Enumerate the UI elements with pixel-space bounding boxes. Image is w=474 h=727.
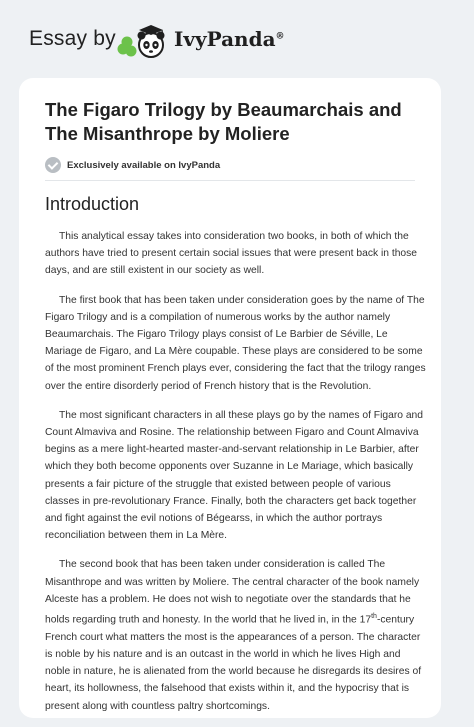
exclusive-badge xyxy=(45,157,220,173)
exclusive-label: Exclusively available on IvyPanda xyxy=(67,159,221,171)
check-circle-icon xyxy=(45,157,61,173)
paragraph: The most significant characters in all these plays go by the names of Figaro and Count Almaviva and Rosine. The relationship between Figaro and Count Almaviva begins as a mere light-hearted master-and-servant relationship in Le Barbier, after which they both become opponents over Suzanne in Le Mariage, which basically presents a fair picture of the struggle that existed between people of various classes in pre-revolutionary France. Finally, both the characters get back together and fight against the evil notions of Bégearss, in which the author portrays reconciliation between them in La Mère. xyxy=(45,409,424,542)
essay-by-label: Essay by xyxy=(29,27,116,50)
essay-card xyxy=(19,78,441,718)
ivypanda-logo-icon[interactable] xyxy=(117,24,171,62)
paragraph: The first book that has been taken under consideration goes by the name of The Figaro Trilogy and is a compilation of numerous works by the author namely Beaumarchais. The Figaro Trilogy plays consist of Le Barbier de Séville, Le Mariage de Figaro, and La Mère coupable. These plays are considered to be some of the most prominent French plays ever, considering the fact that the trilogy ranges over the entire disorderly period of French history that is the Revolution. xyxy=(45,294,426,392)
essay-title: The Figaro Trilogy by Beaumarchais and The Misanthrope by Moliere xyxy=(45,99,402,144)
paragraph: This analytical essay takes into consideration two books, in both of which the authors have tried to present certain social issues that were present back in those days, and are still existent in our society as well. xyxy=(45,231,418,277)
site-header xyxy=(0,0,474,78)
essay-body xyxy=(45,228,427,727)
brand-name[interactable]: IvyPanda® xyxy=(174,27,285,51)
divider xyxy=(45,180,415,181)
section-heading: Introduction xyxy=(45,194,140,214)
paragraph: The second book that has been taken under consideration is called The Misanthrope and was written by Moliere. The central character of the book namely Alceste has a problem. He does not wish to negotiate over the standards that he holds regarding truth and honesty. In the world that he lived in, in the 17th-century French court what matters the most is the appearances of a person. The character is noble by his nature and is an outcast in the world in which he lives High and noble in nature, he is alienated from the world because he disregards its desires of heart, its hollowness, the falsehood that exists within it, and the hypocrisy that is present along with countless paltry shortcomings. xyxy=(45,559,422,712)
